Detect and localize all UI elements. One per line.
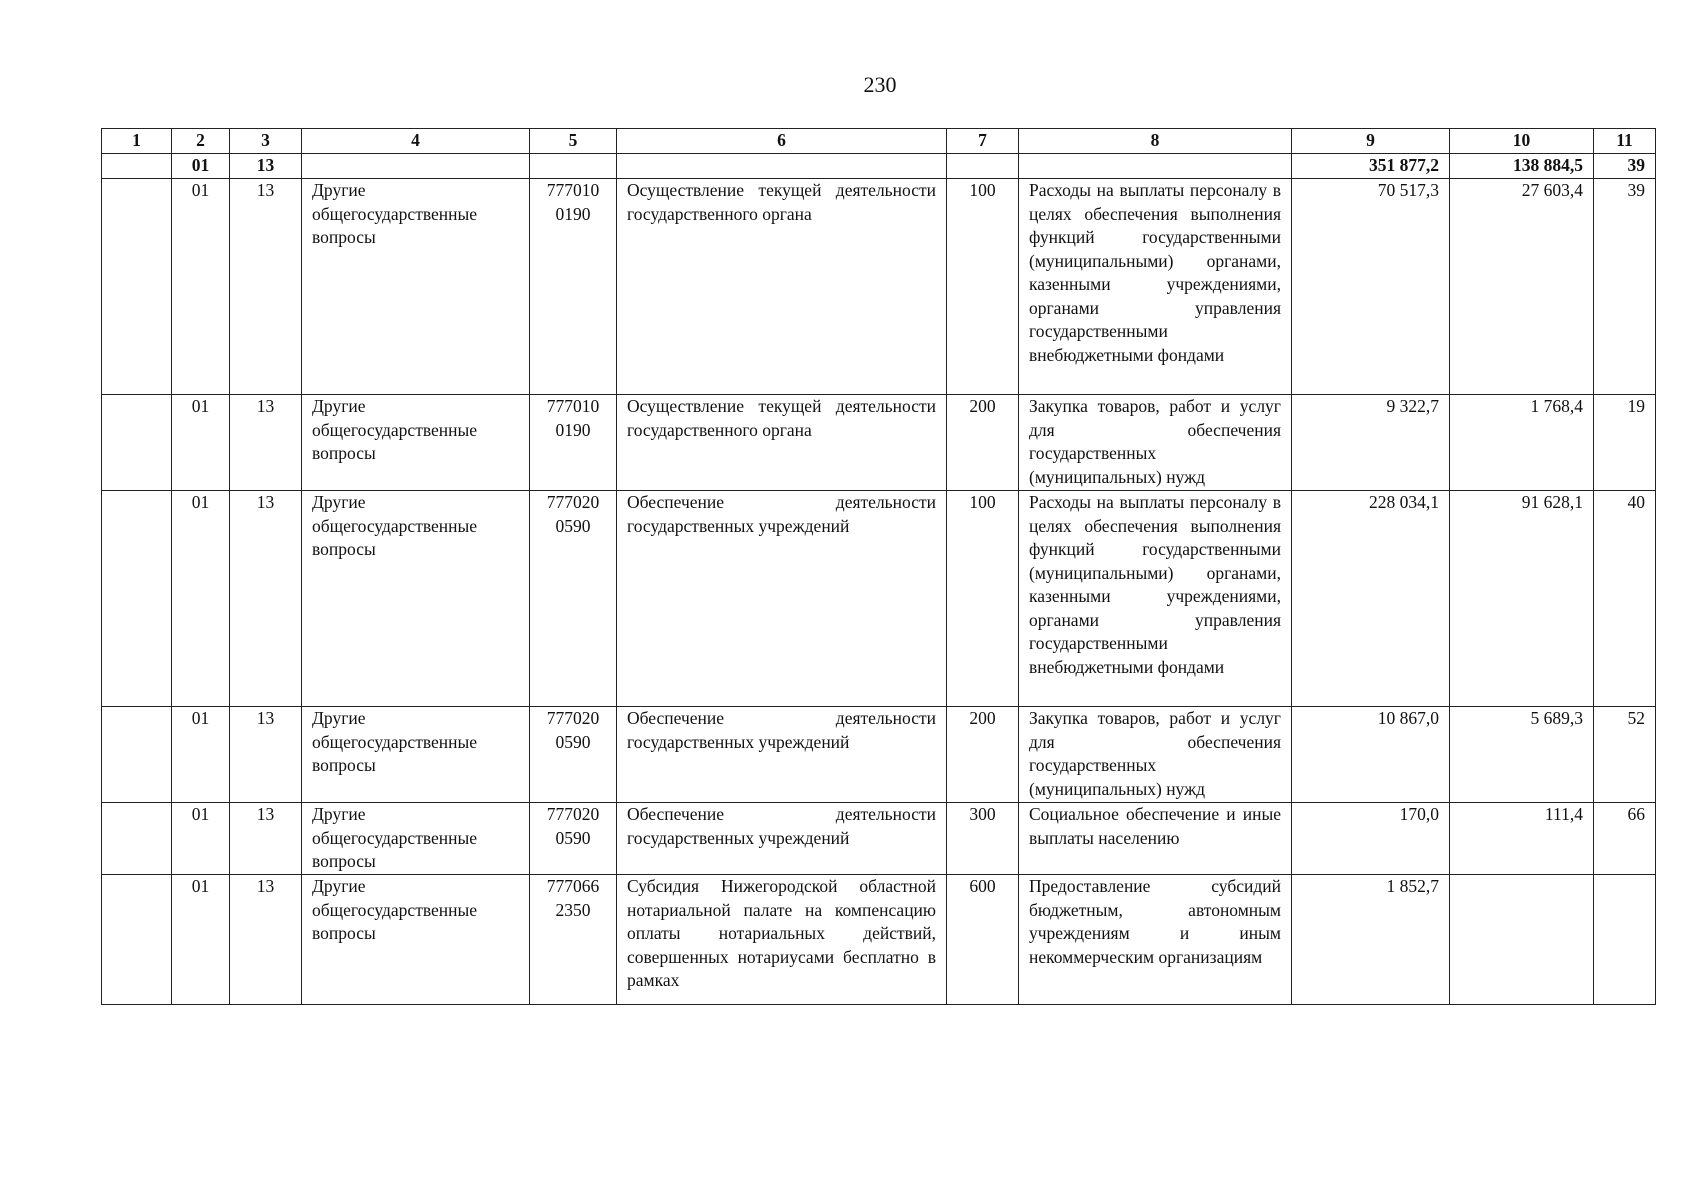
cell-expense-type: 200 — [947, 395, 1019, 491]
table-row — [102, 491, 1656, 707]
cell-amount-actual: 1 768,4 — [1450, 395, 1594, 491]
cell-section: 01 — [172, 707, 230, 803]
header-cell: 9 — [1292, 129, 1450, 154]
cell-amount-actual — [1450, 875, 1594, 1005]
target-code-part1: 777066 — [546, 876, 600, 896]
target-code-part2: 0190 — [555, 203, 591, 224]
cell-percent — [1594, 875, 1656, 1005]
cell-section: 01 — [172, 491, 230, 707]
cell-amount-actual: 27 603,4 — [1450, 179, 1594, 395]
cell-target-code — [530, 395, 617, 491]
table-row — [102, 707, 1656, 803]
header-cell: 3 — [230, 129, 302, 154]
cell-expense-type: 100 — [947, 179, 1019, 395]
header-cell: 7 — [947, 129, 1019, 154]
cell-col6 — [617, 154, 947, 179]
cell-expense-type-name: Закупка товаров, работ и услуг для обеспечения государственных (муниципальных) нужд — [1019, 707, 1292, 803]
header-row — [102, 129, 1656, 154]
cell-amount-actual: 111,4 — [1450, 803, 1594, 875]
cell-amount-plan: 70 517,3 — [1292, 179, 1450, 395]
cell-expense-type: 300 — [947, 803, 1019, 875]
cell-col1 — [102, 707, 172, 803]
target-code-part1: 777020 — [546, 708, 600, 728]
cell-percent: 40 — [1594, 491, 1656, 707]
cell-subsection-name: Другие общегосударственные вопросы — [302, 707, 530, 803]
cell-subsection-name: Другие общегосударственные вопросы — [302, 179, 530, 395]
cell-target-name: Субсидия Нижегородской областной нотариальной палате на компенсацию оплаты нотариальных действий, совершенных нотариусами бесплатно в рамках — [617, 875, 947, 1005]
cell-amount-plan: 351 877,2 — [1292, 154, 1450, 179]
header-cell: 1 — [102, 129, 172, 154]
cell-amount-plan: 9 322,7 — [1292, 395, 1450, 491]
cell-section: 01 — [172, 179, 230, 395]
cell-expense-type-name: Социальное обеспечение и иные выплаты населению — [1019, 803, 1292, 875]
cell-col1 — [102, 491, 172, 707]
target-code-part2: 0590 — [555, 827, 591, 848]
cell-target-name: Осуществление текущей деятельности государственного органа — [617, 179, 947, 395]
cell-target-name: Обеспечение деятельности государственных учреждений — [617, 803, 947, 875]
table-row — [102, 803, 1656, 875]
cell-percent: 52 — [1594, 707, 1656, 803]
cell-target-name: Обеспечение деятельности государственных учреждений — [617, 707, 947, 803]
table-row — [102, 179, 1656, 395]
cell-target-code — [530, 707, 617, 803]
cell-percent: 39 — [1594, 179, 1656, 395]
table-row — [102, 875, 1656, 1005]
cell-col1 — [102, 154, 172, 179]
cell-target-name: Обеспечение деятельности государственных учреждений — [617, 491, 947, 707]
header-cell: 2 — [172, 129, 230, 154]
cell-amount-actual: 91 628,1 — [1450, 491, 1594, 707]
cell-expense-type: 100 — [947, 491, 1019, 707]
cell-percent: 19 — [1594, 395, 1656, 491]
table-row — [102, 395, 1656, 491]
budget-table — [101, 128, 1656, 1005]
cell-subsection: 13 — [230, 707, 302, 803]
target-code-part2: 0590 — [555, 731, 591, 752]
page-number: 230 — [863, 72, 897, 97]
header-cell: 11 — [1594, 129, 1656, 154]
cell-subsection-name: Другие общегосударственные вопросы — [302, 491, 530, 707]
cell-subsection-name: Другие общегосударственные вопросы — [302, 395, 530, 491]
cell-subsection: 13 — [230, 491, 302, 707]
cell-target-name: Осуществление текущей деятельности государственного органа — [617, 395, 947, 491]
cell-subsection-name: Другие общегосударственные вопросы — [302, 803, 530, 875]
summary-row — [102, 154, 1656, 179]
cell-percent: 39 — [1594, 154, 1656, 179]
cell-section: 01 — [172, 154, 230, 179]
cell-expense-type: 600 — [947, 875, 1019, 1005]
cell-subsection: 13 — [230, 154, 302, 179]
cell-subsection: 13 — [230, 803, 302, 875]
cell-col8 — [1019, 154, 1292, 179]
cell-col1 — [102, 803, 172, 875]
cell-col1 — [102, 179, 172, 395]
header-cell: 6 — [617, 129, 947, 154]
cell-target-code — [530, 803, 617, 875]
header-cell: 5 — [530, 129, 617, 154]
cell-amount-plan: 1 852,7 — [1292, 875, 1450, 1005]
cell-col5 — [530, 154, 617, 179]
header-cell: 10 — [1450, 129, 1594, 154]
target-code-part2: 2350 — [555, 899, 591, 920]
cell-section: 01 — [172, 803, 230, 875]
target-code-part2: 0590 — [555, 515, 591, 536]
cell-subsection: 13 — [230, 875, 302, 1005]
cell-amount-actual: 138 884,5 — [1450, 154, 1594, 179]
target-code-part1: 777010 — [546, 396, 600, 416]
cell-amount-plan: 228 034,1 — [1292, 491, 1450, 707]
target-code-part2: 0190 — [555, 419, 591, 440]
cell-expense-type-name: Расходы на выплаты персоналу в целях обеспечения выполнения функций государственными (муниципальными) органами, казенными учреждениями, органами управления государственными внебюджетными фондами — [1019, 491, 1292, 707]
cell-amount-plan: 10 867,0 — [1292, 707, 1450, 803]
cell-target-code — [530, 875, 617, 1005]
cell-expense-type-name: Расходы на выплаты персоналу в целях обеспечения выполнения функций государственными (муниципальными) органами, казенными учреждениями, органами управления государственными внебюджетными фондами — [1019, 179, 1292, 395]
header-cell: 8 — [1019, 129, 1292, 154]
cell-subsection-name: Другие общегосударственные вопросы — [302, 875, 530, 1005]
cell-col7 — [947, 154, 1019, 179]
target-code-part1: 777010 — [546, 180, 600, 200]
header-cell: 4 — [302, 129, 530, 154]
cell-section: 01 — [172, 395, 230, 491]
cell-target-code — [530, 179, 617, 395]
target-code-part1: 777020 — [546, 804, 600, 824]
cell-percent: 66 — [1594, 803, 1656, 875]
cell-col4 — [302, 154, 530, 179]
cell-section: 01 — [172, 875, 230, 1005]
cell-subsection: 13 — [230, 395, 302, 491]
cell-subsection: 13 — [230, 179, 302, 395]
cell-amount-actual: 5 689,3 — [1450, 707, 1594, 803]
cell-expense-type-name: Закупка товаров, работ и услуг для обеспечения государственных (муниципальных) нужд — [1019, 395, 1292, 491]
cell-amount-plan: 170,0 — [1292, 803, 1450, 875]
target-code-part1: 777020 — [546, 492, 600, 512]
cell-target-code — [530, 491, 617, 707]
cell-expense-type: 200 — [947, 707, 1019, 803]
cell-col1 — [102, 395, 172, 491]
cell-expense-type-name: Предоставление субсидий бюджетным, автономным учреждениям и иным некоммерческим организациям — [1019, 875, 1292, 1005]
cell-col1 — [102, 875, 172, 1005]
